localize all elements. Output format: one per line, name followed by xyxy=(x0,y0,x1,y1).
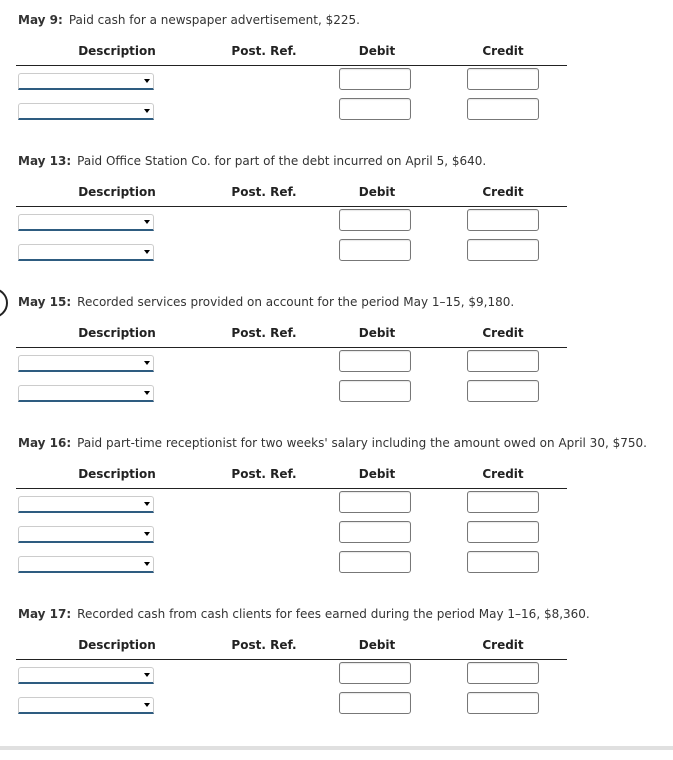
debit-input[interactable] xyxy=(339,68,411,90)
entry-date: May 16: xyxy=(18,436,72,450)
circle-marker-icon xyxy=(0,288,8,318)
header-divider xyxy=(16,347,567,348)
journal-row xyxy=(0,68,673,92)
debit-input[interactable] xyxy=(339,239,411,261)
caret-down-icon xyxy=(144,220,150,224)
column-header-description: Description xyxy=(78,467,156,481)
journal-row xyxy=(0,98,673,122)
credit-input[interactable] xyxy=(467,491,539,513)
debit-input[interactable] xyxy=(339,521,411,543)
column-header-post-ref: Post. Ref. xyxy=(231,185,297,199)
account-select[interactable] xyxy=(18,496,154,513)
column-header-post-ref: Post. Ref. xyxy=(231,638,297,652)
credit-input[interactable] xyxy=(467,68,539,90)
journal-row xyxy=(0,692,673,716)
journal-row xyxy=(0,662,673,686)
caret-down-icon xyxy=(144,391,150,395)
journal-row xyxy=(0,350,673,374)
credit-input[interactable] xyxy=(467,209,539,231)
caret-down-icon xyxy=(144,109,150,113)
entry-text: Paid part-time receptionist for two weeks' salary including the amount owed on April 30, $750. xyxy=(77,436,647,450)
account-select[interactable] xyxy=(18,385,154,402)
caret-down-icon xyxy=(144,562,150,566)
caret-down-icon xyxy=(144,532,150,536)
header-divider xyxy=(16,206,567,207)
debit-input[interactable] xyxy=(339,209,411,231)
journal-row xyxy=(0,551,673,575)
column-header-description: Description xyxy=(78,638,156,652)
account-select[interactable] xyxy=(18,697,154,714)
debit-input[interactable] xyxy=(339,491,411,513)
column-header-credit: Credit xyxy=(482,467,524,481)
entry-date: May 9: xyxy=(18,13,63,27)
column-header-description: Description xyxy=(78,185,156,199)
debit-input[interactable] xyxy=(339,662,411,684)
debit-input[interactable] xyxy=(339,692,411,714)
column-header-credit: Credit xyxy=(482,185,524,199)
caret-down-icon xyxy=(144,502,150,506)
caret-down-icon xyxy=(144,703,150,707)
column-header-debit: Debit xyxy=(358,638,396,652)
journal-row xyxy=(0,209,673,233)
entry-title xyxy=(18,13,360,27)
entry-date: May 13: xyxy=(18,154,72,168)
column-header-debit: Debit xyxy=(358,44,396,58)
caret-down-icon xyxy=(144,79,150,83)
journal-row xyxy=(0,491,673,515)
column-header-credit: Credit xyxy=(482,44,524,58)
entry-text: Paid Office Station Co. for part of the debt incurred on April 5, $640. xyxy=(77,154,487,168)
column-header-debit: Debit xyxy=(358,185,396,199)
column-header-post-ref: Post. Ref. xyxy=(231,44,297,58)
account-select[interactable] xyxy=(18,214,154,231)
caret-down-icon xyxy=(144,361,150,365)
credit-input[interactable] xyxy=(467,551,539,573)
account-select[interactable] xyxy=(18,526,154,543)
column-header-debit: Debit xyxy=(358,467,396,481)
column-header-post-ref: Post. Ref. xyxy=(231,326,297,340)
entry-date: May 15: xyxy=(18,295,72,309)
debit-input[interactable] xyxy=(339,551,411,573)
entry-title xyxy=(18,436,647,450)
account-select[interactable] xyxy=(18,73,154,90)
column-header-post-ref: Post. Ref. xyxy=(231,467,297,481)
column-header-description: Description xyxy=(78,326,156,340)
debit-input[interactable] xyxy=(339,380,411,402)
account-select[interactable] xyxy=(18,556,154,573)
credit-input[interactable] xyxy=(467,239,539,261)
header-divider xyxy=(16,65,567,66)
header-divider xyxy=(16,659,567,660)
column-header-credit: Credit xyxy=(482,326,524,340)
debit-input[interactable] xyxy=(339,98,411,120)
journal-row xyxy=(0,521,673,545)
account-select[interactable] xyxy=(18,103,154,120)
credit-input[interactable] xyxy=(467,662,539,684)
entry-title xyxy=(18,607,590,621)
account-select[interactable] xyxy=(18,244,154,261)
credit-input[interactable] xyxy=(467,350,539,372)
bottom-divider xyxy=(0,746,673,750)
column-header-debit: Debit xyxy=(358,326,396,340)
journal-row xyxy=(0,380,673,404)
header-divider xyxy=(16,488,567,489)
entry-text: Recorded cash from cash clients for fees earned during the period May 1–16, $8,360. xyxy=(77,607,590,621)
caret-down-icon xyxy=(144,250,150,254)
account-select[interactable] xyxy=(18,355,154,372)
journal-row xyxy=(0,239,673,263)
column-header-credit: Credit xyxy=(482,638,524,652)
credit-input[interactable] xyxy=(467,98,539,120)
entry-date: May 17: xyxy=(18,607,72,621)
credit-input[interactable] xyxy=(467,380,539,402)
column-header-description: Description xyxy=(78,44,156,58)
credit-input[interactable] xyxy=(467,521,539,543)
debit-input[interactable] xyxy=(339,350,411,372)
entry-title xyxy=(18,295,514,309)
caret-down-icon xyxy=(144,673,150,677)
entry-text: Recorded services provided on account for the period May 1–15, $9,180. xyxy=(77,295,515,309)
credit-input[interactable] xyxy=(467,692,539,714)
entry-text: Paid cash for a newspaper advertisement, $225. xyxy=(68,13,360,27)
entry-title xyxy=(18,154,486,168)
account-select[interactable] xyxy=(18,667,154,684)
